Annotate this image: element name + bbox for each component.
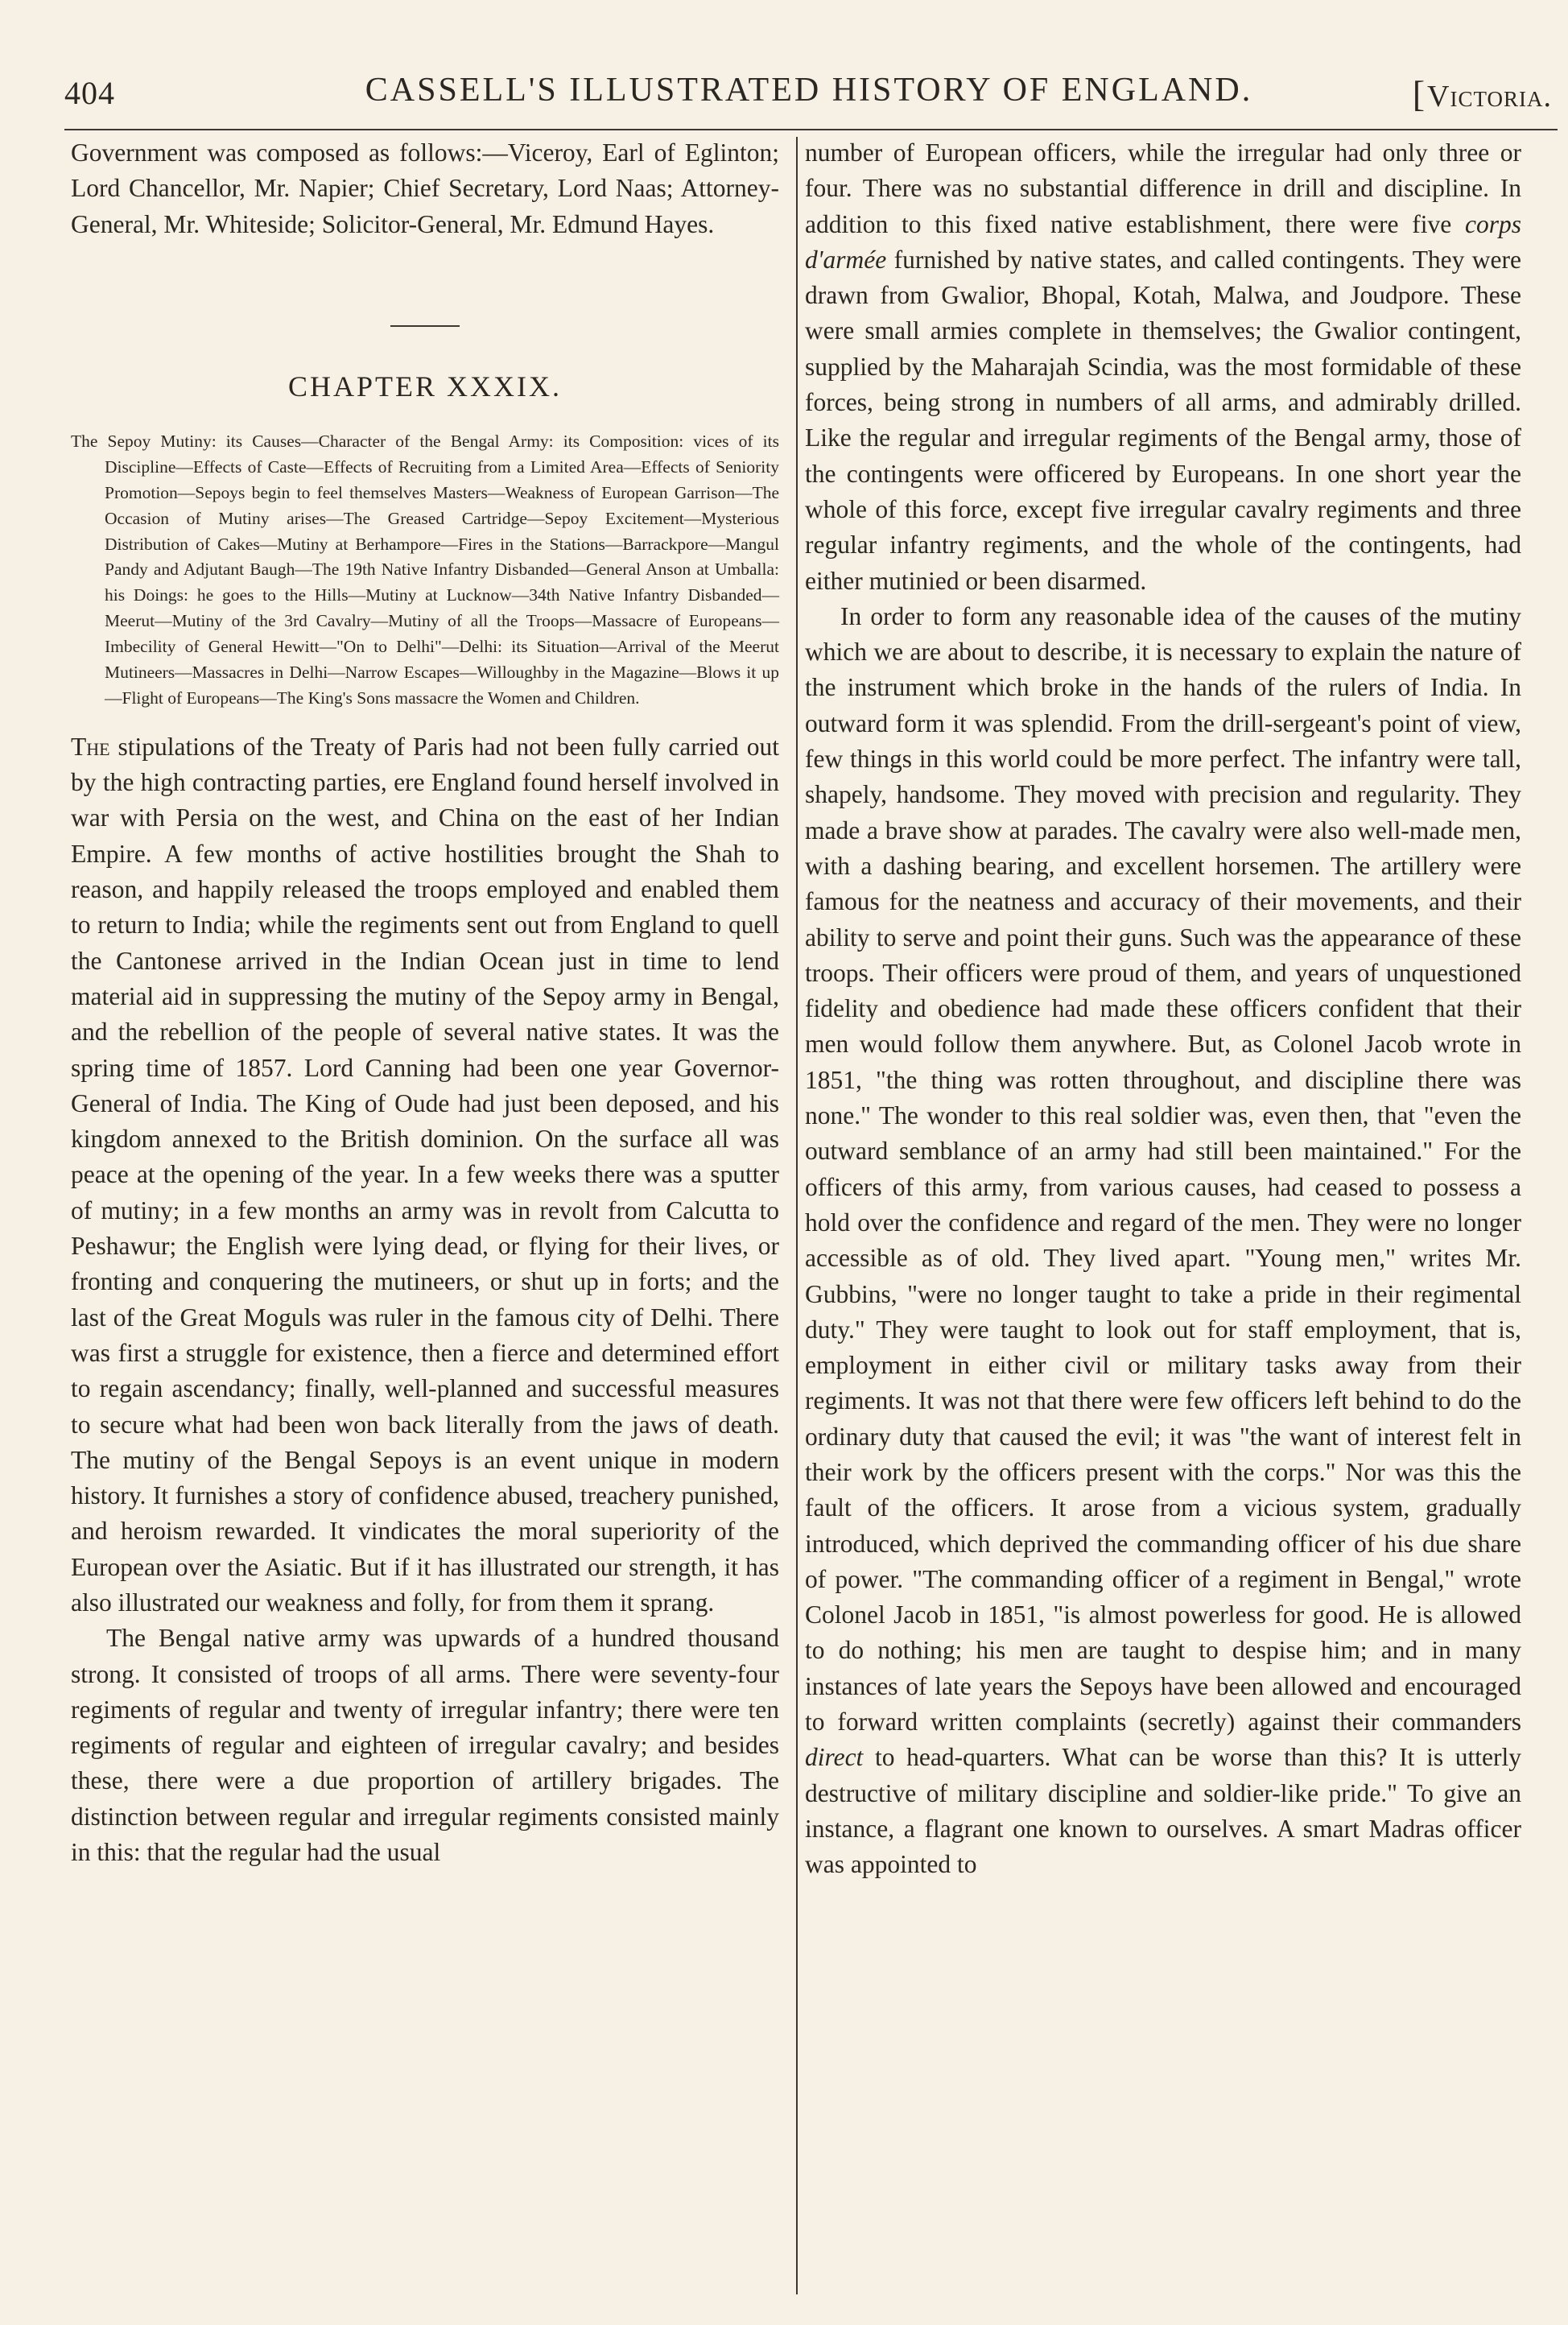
section-rule (390, 325, 460, 327)
reign-tag (1413, 72, 1552, 115)
running-title: CASSELL'S ILLUSTRATED HISTORY OF ENGLAND. (365, 72, 1253, 109)
header-rule (64, 129, 1558, 130)
page-number: 404 (64, 75, 115, 111)
paragraph-text: to head-quarters. What can be worse than this? It is utterly destructive of military discipline and soldier-like pride." To give an instance, a flagrant one known to ourselves. A smart Madras officer was appointed to (805, 1743, 1521, 1879)
left-column (71, 135, 779, 1870)
paragraph-text: number of European officers, while the irregular had only three or four. There was no substantial difference in drill and discipline. In addition to this fixed native establishment, there were five (805, 138, 1521, 238)
reign-label: Victoria. (1427, 80, 1552, 114)
bracket-glyph-icon: [ (1412, 73, 1426, 114)
opening-word: The (71, 732, 110, 761)
italic-word: direct (805, 1743, 864, 1772)
column-divider (796, 137, 798, 2294)
body-paragraph (805, 599, 1521, 1883)
body-paragraph (71, 729, 779, 1621)
chapter-synopsis: The Sepoy Mutiny: its Causes—Character of the Bengal Army: its Composition: vices of its Discipline—Effects of Caste—Effects of Recruiting from a Limited Area—Effects of Seniority Promotion—Sepoys begin to feel themselves Masters—Weakness of European Garrison—The Occasion of Mutiny arises—The Greased Cartridge—Sepoy Excitement—Mysterious Distribution of Cakes—Mutiny at Berhampore—Fires in the Stations—Barrackpore—Mangul Pandy and Adjutant Baugh—The 19th Native Infantry Disbanded—General Anson at Umballa: his Doings: he goes to the Hills—Mutiny at Lucknow—34th Native Infantry Disbanded—Meerut—Mutiny of the 3rd Cavalry—Mutiny of all the Troops—Massacre of Europeans—Imbecility of General Hewitt—"On to Delhi"—Delhi: its Situation—Arrival of the Meerut Mutineers—Massacres in Delhi—Narrow Escapes—Willoughby in the Magazine—Blows it up—Flight of Europeans—The King's Sons massacre the Women and Children. (71, 431, 779, 708)
body-paragraph (805, 135, 1521, 599)
continuation-paragraph: Government was composed as follows:—Viceroy, Earl of Eglinton; Lord Chancellor, Mr. Napier; Chief Secretary, Lord Naas; Attorney-General, Mr. Whiteside; Solicitor-General, Mr. Edmund Hayes. (71, 138, 779, 238)
italic-phrase: corps d'armée (805, 209, 1521, 274)
body-paragraph: The Bengal native army was upwards of a hundred thousand strong. It consisted of troops of all arms. There were seventy-four regiments of regular and twenty of irregular infantry; there were ten regiments of regular and eighteen of irregular cavalry; and besides these, there were a due proportion of artillery brigades. The distinction between regular and irregular regiments consisted mainly in this: that the regular had the usual (71, 1624, 779, 1867)
running-header (64, 66, 1554, 114)
paragraph-text: furnished by native states, and called contingents. They were drawn from Gwalior, Bhopal, Kotah, Malwa, and Joudpore. These were small armies complete in themselves; the Gwalior contingent, supplied by the Maharajah Scindia, was the most formidable of these forces, being strong in numbers of all arms, and admirably drilled. Like the regular and irregular regiments of the Bengal army, those of the contingents were officered by Europeans. In one short year the whole of this force, except five irregular cavalry regiments and three regular infantry regiments, and the whole of the contingents, had either mutinied or been disarmed. (805, 245, 1521, 595)
right-column (805, 135, 1521, 1883)
chapter-heading: CHAPTER XXXIX. (287, 370, 562, 403)
paragraph-text: stipulations of the Treaty of Paris had not been fully carried out by the high contracting parties, ere England found herself involved in war with Persia on the west, and China on the east of her Indian Empire. A few months of active hostilities brought the Shah to reason, and happily released the troops employed and enabled them to return to India; while the regiments sent out from England to quell the Cantonese arrived in the Indian Ocean just in time to lend material aid in suppressing the mutiny of the Sepoy army in Bengal, and the rebellion of the people of several native states. It was the spring time of 1857. Lord Canning had been one year Governor-General of India. The King of Oude had just been deposed, and his kingdom annexed to the British dominion. On the surface all was peace at the opening of the year. In a few weeks there was a sputter of mutiny; in a few months an army was in revolt from Calcutta to Peshawur; the English were lying dead, or flying for their lives, or fronting and conquering the mutineers, or shut up in forts; and the last of the Great Moguls was ruler in the famous city of Delhi. There was first a struggle for existence, then a fierce and determined effort to regain ascendancy; finally, well-planned and successful measures to secure what had been won back literally from the jaws of death. The mutiny of the Bengal Sepoys is an event unique in modern history. It furnishes a story of confidence abused, treachery punished, and heroism rewarded. It vindicates the moral superiority of the European over the Asiatic. But if it has illustrated our strength, it has also illustrated our weakness and folly, for from them it sprang. (71, 732, 779, 1617)
paragraph-text: In order to form any reasonable idea of the causes of the mutiny which we are about to describe, it is necessary to explain the nature of the instrument which broke in the hands of the rulers of India. In outward form it was splendid. From the drill-sergeant's point of view, few things in this world could be more perfect. The infantry were tall, shapely, handsome. They moved with precision and regularity. They made a brave show at parades. The cavalry were also well-made men, with a dashing bearing, and excellent horsemen. The artillery were famous for the neatness and accuracy of their movements, and their ability to serve and point their guns. Such was the appearance of these troops. Their officers were proud of them, and years of unquestioned fidelity and obedience had made these officers confident that their men would follow them anywhere. But, as Colonel Jacob wrote in 1851, "the thing was rotten throughout, and discipline there was none." The wonder to this real soldier was, even then, that "even the outward semblance of an army had still been maintained." For the officers of this army, from various causes, had ceased to possess a hold over the confidence and regard of the men. They were no longer accessible as of old. They lived apart. "Young men," writes Mr. Gubbins, "were no longer taught to take a pride in their regimental duty." They were taught to look out for staff employment, that is, employment in either civil or military tasks away from their regiments. It was not that there were few officers left behind to do the ordinary duty that caused the evil; it was "the want of interest felt in their work by the officers present with the corps." Nor was this the fault of the officers. It arose from a vicious system, gradually introduced, which deprived the commanding officer of his due share of power. "The commanding officer of a regiment in Bengal," wrote Colonel Jacob in 1851, "is almost powerless for good. He is allowed to do nothing; his men are taught to despise him; and in many instances of late years the Sepoys have been allowed and encouraged to forward written complaints (secretly) against their commanders (805, 601, 1521, 1737)
